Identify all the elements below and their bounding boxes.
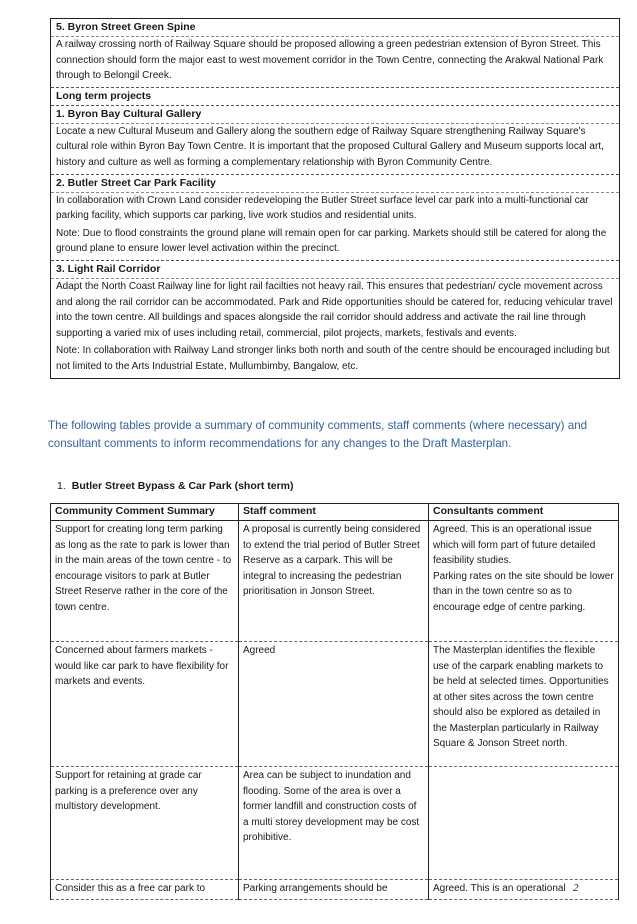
staff-comment: A proposal is currently being considered to extend the trial period of Butler Street Reserve as a carpark. This will be integral to increasing the pedestrian prioritisation in Jonson Street. [239,521,429,642]
long-term-heading: Long term projects [51,87,619,105]
staff-comment: Agreed [239,642,429,767]
projects-table [50,18,620,379]
consultant-comment [429,767,619,880]
project-note: Note: In collaboration with Railway Land stronger links both north and south of the centre should be encouraged including but not limited to the Arts Industrial Estate, Mullumbimby, Bangalow, etc. [56,345,610,372]
project-heading-gallery: 1. Byron Bay Cultural Gallery [51,105,619,123]
page-number: 2 [573,882,579,894]
project-heading-car-park: 2. Butler Street Car Park Facility [51,174,619,192]
project-heading-light-rail: 3. Light Rail Corridor [51,260,619,278]
project-note: Note: Due to flood constraints the ground plane will remain open for car parking. Markets should still be catered for along the ground plane to ensure lower level activation within the precinct. [56,227,607,255]
table-row [51,880,619,900]
consultant-comment: The Masterplan identifies the flexible use of the carpark enabling markets to be held at selected times. Opportunities at other sites across the town centre should also be explored as detailed in the Masterplan particularly in Railway Square & Jonson Street north. [429,642,619,767]
intro-paragraph: The following tables provide a summary of community comments, staff comments (where necessary) and consultant comments to inform recommendations for any changes to the Draft Masterplan. [48,419,588,450]
subheading-number: 1. [57,480,66,492]
consultant-comment-text: Parking rates on the site should be lower than in the town centre so as to encourage edge of centre parking. [433,570,614,613]
consultant-comment-text: Agreed. This is an operational issue which will form part of future detailed feasibility studies. [433,524,596,566]
project-text-gallery [51,123,619,174]
project-paragraph: In collaboration with Crown Land consider redeveloping the Butler Street surface level car park into a multi-functional car parking facility, which supports car parking, live work studios and residential units. [56,194,589,222]
project-heading-green-spine: 5. Byron Street Green Spine [56,21,196,33]
project-text-car-park [51,192,619,260]
table-row [51,767,619,880]
column-header: Staff comment [239,504,429,521]
comments-table [50,503,619,900]
table-row [51,642,619,767]
project-paragraph: A railway crossing north of Railway Square should be proposed allowing a green pedestrian extension of Byron Street. This connection should form the major east to west movement corridor in the Town Centre, connecting the Arakwal National Park through to Belongil Creek. [56,39,604,82]
staff-comment: Area can be subject to inundation and flooding. Some of the area is over a former landfill and construction costs of a multi storey development may be cost prohibitive. [239,767,429,880]
consultant-comment [429,521,619,642]
project-text-light-rail [51,278,619,378]
table-header-row [51,504,619,521]
community-comment: Support for retaining at grade car parking is a preference over any multistory development. [51,767,239,880]
project-text-green-spine [51,36,619,87]
subheading-label: Butler Street Bypass & Car Park (short term) [71,480,294,492]
project-paragraph: Adapt the North Coast Railway line for light rail facilties not heavy rail. This ensures that pedestrian/ cycle movement across and along the rail corridor can be accommodated. Park and Ride opportunities should be catered for, reducing vehicular travel into the town centre. All buildings and spaces alongside the rail corridor should address and activate the rail line through supporting a varied mix of uses including retail, commercial, pilot projects, markets, festivals and events. [56,280,613,339]
column-header: Community Comment Summary [51,504,239,521]
section-subheading [57,480,294,492]
staff-comment: Parking arrangements should be [239,880,429,900]
community-comment: Support for creating long term parking as long as the rate to park is lower than in the main areas of the town centre - to encourage visitors to park at Butler Street Reserve rather in the core of the town centre. [51,521,239,642]
community-comment: Consider this as a free car park to [51,880,239,900]
community-comment: Concerned about farmers markets - would like car park to have flexibility for markets and events. [51,642,239,767]
column-header: Consultants comment [429,504,619,521]
project-paragraph: Locate a new Cultural Museum and Gallery along the southern edge of Railway Square strengthening Railway Square's cultural role within Byron Bay Town Centre. It is important that the proposed Cultural Gallery and Museum supports local art, history and culture as well as forming a complementary relationship with Byron Community Centre. [56,125,604,168]
consultant-comment: Agreed. This is an operational [429,880,619,900]
table-row [51,521,619,642]
